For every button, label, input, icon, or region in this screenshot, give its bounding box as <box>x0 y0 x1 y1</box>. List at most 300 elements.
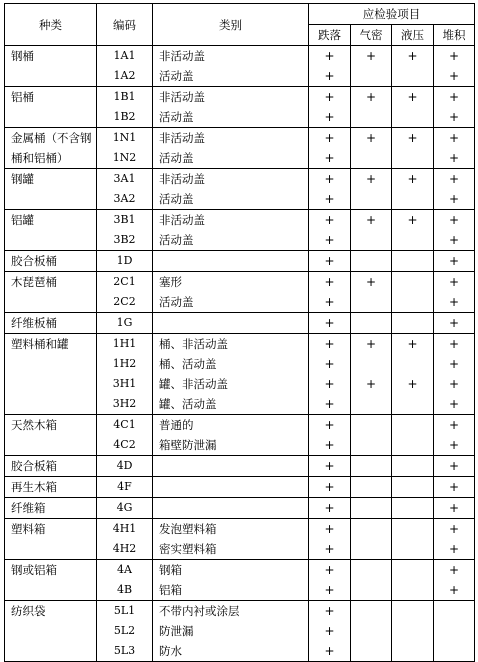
code-value: 1H1 <box>112 337 137 350</box>
test-empty <box>351 354 391 374</box>
code-cell <box>97 87 153 128</box>
test-mark: + <box>365 275 377 289</box>
kind-cell <box>5 169 97 210</box>
test-empty <box>392 580 433 600</box>
test-empty <box>351 621 391 641</box>
code-value: 4H2 <box>112 542 137 555</box>
test-empty <box>351 498 391 518</box>
test-mark: + <box>448 418 460 432</box>
code-value: 3B1 <box>113 213 136 226</box>
category-value: 活动盖 <box>159 295 194 309</box>
test-empty <box>351 560 391 580</box>
test-mark: + <box>407 131 418 145</box>
code-cell <box>97 210 153 251</box>
test-airtight-cell <box>351 560 392 601</box>
code-value: 4G <box>116 501 133 514</box>
category-cell <box>153 560 309 601</box>
test-empty <box>351 107 391 127</box>
kind-cell <box>5 415 97 456</box>
category-cell <box>153 477 309 498</box>
test-empty <box>392 189 433 209</box>
test-mark: + <box>324 563 335 577</box>
test-airtight-cell <box>351 272 392 313</box>
test-hydraulic-cell <box>392 169 434 210</box>
code-cell <box>97 601 153 662</box>
code-cell <box>97 313 153 334</box>
kind-cell <box>5 46 97 87</box>
test-mark: + <box>448 213 460 227</box>
test-mark: + <box>324 542 335 556</box>
table-header <box>5 4 475 46</box>
table-row <box>5 169 475 210</box>
category-value: 活动盖 <box>159 233 194 247</box>
test-empty <box>351 456 391 476</box>
test-empty <box>351 415 391 435</box>
test-mark: + <box>324 110 335 124</box>
test-mark: + <box>365 49 377 63</box>
test-mark: + <box>365 172 377 186</box>
category-cell <box>153 169 309 210</box>
test-empty <box>392 539 433 559</box>
test-requirements-table <box>4 3 475 662</box>
test-empty <box>392 498 433 518</box>
test-mark: + <box>448 192 460 206</box>
test-mark: + <box>324 522 335 536</box>
test-empty <box>392 292 433 312</box>
test-mark: + <box>324 501 335 515</box>
test-drop-cell <box>309 560 351 601</box>
table-row <box>5 560 475 601</box>
code-cell <box>97 169 153 210</box>
test-mark: + <box>324 418 335 432</box>
category-cell <box>153 415 309 456</box>
test-mark: + <box>324 213 335 227</box>
test-stacking-cell <box>434 272 475 313</box>
test-mark: + <box>407 49 418 63</box>
test-mark: + <box>448 501 460 515</box>
table-body <box>5 46 475 662</box>
kind-label: 塑料桶和罐 <box>11 337 69 351</box>
test-empty <box>392 415 433 435</box>
test-empty <box>392 313 433 333</box>
code-value: 2C2 <box>113 295 136 308</box>
test-hydraulic-cell <box>392 251 434 272</box>
test-empty <box>392 477 433 497</box>
category-cell <box>153 334 309 415</box>
test-drop-cell <box>309 251 351 272</box>
test-drop-cell <box>309 415 351 456</box>
code-value: 4C1 <box>113 418 136 431</box>
code-value: 3H2 <box>112 397 137 410</box>
test-hydraulic-cell <box>392 313 434 334</box>
code-cell <box>97 251 153 272</box>
test-mark: + <box>324 295 335 309</box>
test-airtight-cell <box>351 456 392 477</box>
test-stacking-cell <box>434 477 475 498</box>
test-stacking-cell <box>434 560 475 601</box>
category-value: 桶、活动盖 <box>159 357 217 371</box>
category-cell <box>153 128 309 169</box>
code-value: 3B2 <box>113 233 136 246</box>
test-mark: + <box>448 459 460 473</box>
test-empty <box>351 189 391 209</box>
table-row <box>5 498 475 519</box>
code-cell <box>97 560 153 601</box>
test-hydraulic-cell <box>392 601 434 662</box>
test-empty <box>392 519 433 539</box>
test-mark: + <box>448 377 460 391</box>
header-test-hydraulic: 液压 <box>392 25 434 46</box>
category-value: 塞形 <box>159 275 182 289</box>
code-value: 3A1 <box>113 172 136 185</box>
test-hydraulic-cell <box>392 415 434 456</box>
test-mark: + <box>365 131 377 145</box>
code-value: 5L2 <box>113 624 136 637</box>
test-hydraulic-cell <box>392 456 434 477</box>
test-mark: + <box>448 583 460 597</box>
test-mark: + <box>448 90 460 104</box>
kind-label: 胶合板箱 <box>11 459 57 473</box>
test-mark: + <box>324 172 335 186</box>
test-empty <box>351 394 391 414</box>
table-row <box>5 210 475 251</box>
test-empty <box>351 601 391 621</box>
test-stacking-cell <box>434 251 475 272</box>
test-mark: + <box>324 438 335 452</box>
kind-cell <box>5 334 97 415</box>
test-stacking-cell <box>434 519 475 560</box>
test-mark: + <box>448 397 460 411</box>
category-cell <box>153 87 309 128</box>
code-value: 5L1 <box>113 604 136 617</box>
test-stacking-cell <box>434 169 475 210</box>
test-empty <box>392 621 433 641</box>
category-cell <box>153 456 309 477</box>
test-mark: + <box>448 69 460 83</box>
kind-label: 再生木箱 <box>11 480 57 494</box>
category-value <box>159 251 308 271</box>
code-cell <box>97 128 153 169</box>
test-hydraulic-cell <box>392 519 434 560</box>
category-value: 发泡塑料箱 <box>159 522 217 536</box>
test-stacking-cell <box>434 456 475 477</box>
test-empty <box>351 477 391 497</box>
kind-cell <box>5 128 97 169</box>
test-airtight-cell <box>351 128 392 169</box>
test-mark: + <box>448 522 460 536</box>
code-value: 4B <box>116 583 133 596</box>
category-value: 活动盖 <box>159 69 194 83</box>
code-cell <box>97 498 153 519</box>
header-code: 编码 <box>97 4 153 46</box>
kind-label: 纺织袋 <box>11 604 46 618</box>
table-row <box>5 456 475 477</box>
test-mark: + <box>448 233 460 247</box>
test-stacking-cell <box>434 128 475 169</box>
test-airtight-cell <box>351 210 392 251</box>
test-empty <box>351 251 391 271</box>
test-empty <box>351 435 391 455</box>
category-cell <box>153 313 309 334</box>
test-mark: + <box>324 233 335 247</box>
category-value: 罐、非活动盖 <box>159 377 228 391</box>
header-row-1 <box>5 4 475 25</box>
test-hydraulic-cell <box>392 210 434 251</box>
test-drop-cell <box>309 272 351 313</box>
test-drop-cell <box>309 498 351 519</box>
category-value: 防泄漏 <box>159 624 194 638</box>
table-row <box>5 519 475 560</box>
test-airtight-cell <box>351 519 392 560</box>
test-empty <box>434 621 474 641</box>
category-value <box>159 477 308 497</box>
test-airtight-cell <box>351 169 392 210</box>
test-mark: + <box>324 316 335 330</box>
test-airtight-cell <box>351 334 392 415</box>
test-empty <box>392 354 433 374</box>
code-cell <box>97 334 153 415</box>
test-empty <box>392 394 433 414</box>
test-hydraulic-cell <box>392 477 434 498</box>
category-cell <box>153 272 309 313</box>
test-mark: + <box>324 357 335 371</box>
code-value: 3A2 <box>113 192 136 205</box>
test-mark: + <box>448 480 460 494</box>
category-value <box>159 313 308 333</box>
table-row <box>5 415 475 456</box>
category-cell <box>153 210 309 251</box>
test-mark: + <box>448 254 460 268</box>
table-row <box>5 313 475 334</box>
test-hydraulic-cell <box>392 334 434 415</box>
kind-label: 铝罐 <box>11 213 34 227</box>
category-value: 铝箱 <box>159 583 182 597</box>
test-stacking-cell <box>434 46 475 87</box>
kind-cell <box>5 601 97 662</box>
category-value: 箱壁防泄漏 <box>159 438 217 452</box>
test-empty <box>392 230 433 250</box>
test-requirements-table-wrap <box>4 3 475 662</box>
test-mark: + <box>365 213 377 227</box>
table-row <box>5 128 475 169</box>
kind-cell <box>5 560 97 601</box>
test-airtight-cell <box>351 313 392 334</box>
table-row <box>5 334 475 415</box>
kind-cell <box>5 272 97 313</box>
test-stacking-cell <box>434 87 475 128</box>
code-cell <box>97 272 153 313</box>
test-mark: + <box>324 377 335 391</box>
test-airtight-cell <box>351 87 392 128</box>
test-mark: + <box>448 295 460 309</box>
test-stacking-cell <box>434 415 475 456</box>
test-mark: + <box>448 337 460 351</box>
kind-cell <box>5 456 97 477</box>
test-empty <box>392 435 433 455</box>
kind-label: 金属桶（不含钢桶和铝桶） <box>11 131 92 165</box>
test-mark: + <box>448 110 460 124</box>
test-stacking-cell <box>434 334 475 415</box>
test-mark: + <box>324 480 335 494</box>
test-airtight-cell <box>351 251 392 272</box>
category-value: 活动盖 <box>159 110 194 124</box>
test-mark: + <box>324 644 335 658</box>
kind-cell <box>5 477 97 498</box>
table-row <box>5 601 475 662</box>
test-mark: + <box>407 90 418 104</box>
test-mark: + <box>407 337 418 351</box>
header-category: 类别 <box>153 4 309 46</box>
test-empty <box>351 292 391 312</box>
test-airtight-cell <box>351 415 392 456</box>
kind-label: 胶合板桶 <box>11 254 57 268</box>
test-mark: + <box>324 49 335 63</box>
test-hydraulic-cell <box>392 128 434 169</box>
category-value: 非活动盖 <box>159 90 205 104</box>
test-hydraulic-cell <box>392 87 434 128</box>
test-mark: + <box>324 337 335 351</box>
test-empty <box>351 539 391 559</box>
test-mark: + <box>448 49 460 63</box>
category-value: 非活动盖 <box>159 172 205 186</box>
test-mark: + <box>407 377 418 391</box>
test-drop-cell <box>309 210 351 251</box>
test-empty <box>351 230 391 250</box>
category-value <box>159 498 308 518</box>
code-cell <box>97 415 153 456</box>
test-mark: + <box>448 542 460 556</box>
category-cell <box>153 498 309 519</box>
category-value: 普通的 <box>159 418 194 432</box>
test-mark: + <box>324 254 335 268</box>
kind-label: 天然木箱 <box>11 418 57 432</box>
test-empty <box>392 251 433 271</box>
test-hydraulic-cell <box>392 272 434 313</box>
test-stacking-cell <box>434 210 475 251</box>
code-value: 4H1 <box>112 522 137 535</box>
test-drop-cell <box>309 519 351 560</box>
test-mark: + <box>365 337 377 351</box>
kind-label: 纤维板桶 <box>11 316 57 330</box>
test-mark: + <box>448 275 460 289</box>
test-drop-cell <box>309 456 351 477</box>
kind-label: 塑料箱 <box>11 522 46 536</box>
test-empty <box>351 66 391 86</box>
kind-label: 钢罐 <box>11 172 34 186</box>
kind-cell <box>5 87 97 128</box>
test-empty <box>392 560 433 580</box>
test-mark: + <box>407 172 418 186</box>
category-value: 非活动盖 <box>159 131 205 145</box>
code-value: 1A1 <box>113 49 136 62</box>
code-value: 3H1 <box>112 377 137 390</box>
category-value: 非活动盖 <box>159 213 205 227</box>
test-hydraulic-cell <box>392 498 434 519</box>
test-airtight-cell <box>351 46 392 87</box>
category-cell <box>153 46 309 87</box>
test-drop-cell <box>309 87 351 128</box>
test-mark: + <box>324 624 335 638</box>
header-kind: 种类 <box>5 4 97 46</box>
test-mark: + <box>448 357 460 371</box>
code-value: 1N2 <box>112 151 137 164</box>
test-empty <box>392 66 433 86</box>
header-test-airtight: 气密 <box>351 25 392 46</box>
test-empty <box>351 580 391 600</box>
test-mark: + <box>448 151 460 165</box>
kind-label: 纤维箱 <box>11 501 46 515</box>
test-hydraulic-cell <box>392 560 434 601</box>
test-empty <box>392 148 433 168</box>
code-value: 1B2 <box>113 110 136 123</box>
code-cell <box>97 519 153 560</box>
category-value: 钢箱 <box>159 563 182 577</box>
test-drop-cell <box>309 477 351 498</box>
code-value: 2C1 <box>113 275 136 288</box>
test-mark: + <box>324 192 335 206</box>
test-empty <box>392 641 433 661</box>
code-cell <box>97 477 153 498</box>
table-row <box>5 251 475 272</box>
test-mark: + <box>324 397 335 411</box>
header-test-stacking: 堆积 <box>434 25 475 46</box>
code-value: 1B1 <box>113 90 136 103</box>
category-value: 活动盖 <box>159 192 194 206</box>
test-mark: + <box>324 151 335 165</box>
test-stacking-cell <box>434 498 475 519</box>
code-value: 4A <box>117 563 132 576</box>
code-value: 4C2 <box>113 438 136 451</box>
kind-cell <box>5 210 97 251</box>
code-cell <box>97 456 153 477</box>
test-mark: + <box>448 316 460 330</box>
header-test-drop: 跌落 <box>309 25 351 46</box>
test-mark: + <box>324 604 335 618</box>
category-value: 防水 <box>159 644 182 658</box>
code-value: 1N1 <box>112 131 137 144</box>
category-value: 罐、活动盖 <box>159 397 217 411</box>
test-stacking-cell <box>434 601 475 662</box>
test-mark: + <box>324 275 335 289</box>
test-drop-cell <box>309 601 351 662</box>
code-value: 1A2 <box>113 69 136 82</box>
test-mark: + <box>448 131 460 145</box>
test-mark: + <box>448 172 460 186</box>
test-empty <box>434 641 474 661</box>
category-cell <box>153 601 309 662</box>
category-cell <box>153 251 309 272</box>
test-mark: + <box>324 69 335 83</box>
test-empty <box>351 519 391 539</box>
kind-cell <box>5 498 97 519</box>
table-row <box>5 272 475 313</box>
test-empty <box>434 601 474 621</box>
code-value: 1H2 <box>112 357 137 370</box>
test-mark: + <box>448 563 460 577</box>
code-value: 4D <box>116 459 133 472</box>
test-hydraulic-cell <box>392 46 434 87</box>
test-empty <box>392 601 433 621</box>
code-cell <box>97 46 153 87</box>
test-drop-cell <box>309 169 351 210</box>
test-drop-cell <box>309 334 351 415</box>
test-drop-cell <box>309 313 351 334</box>
category-value: 不带内衬或涂层 <box>159 604 240 618</box>
kind-label: 铝桶 <box>11 90 34 104</box>
test-airtight-cell <box>351 601 392 662</box>
code-value: 4F <box>117 480 132 493</box>
table-row <box>5 87 475 128</box>
